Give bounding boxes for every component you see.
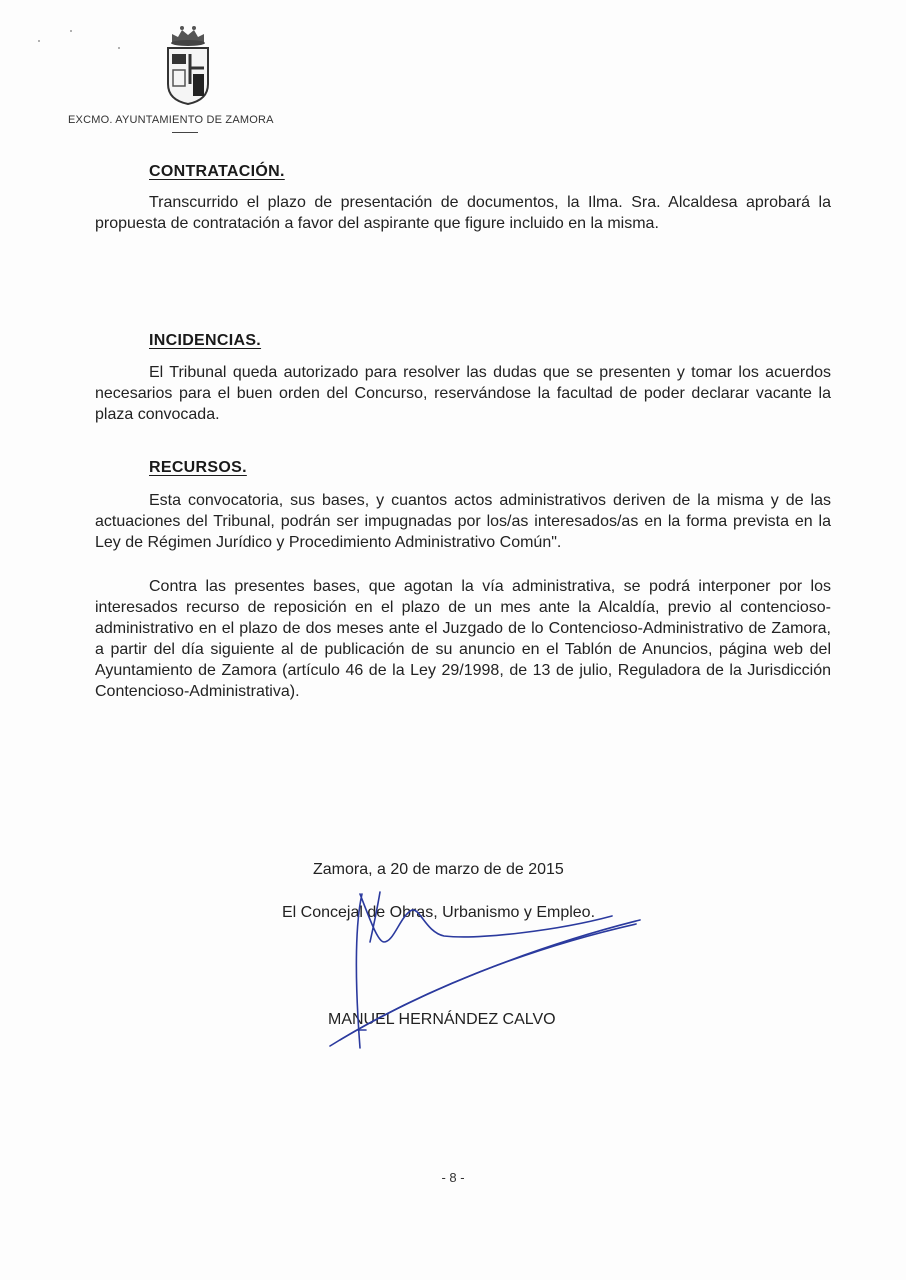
scan-speck: [118, 47, 120, 49]
heading-incidencias: INCIDENCIAS.: [149, 332, 262, 349]
place-date: Zamora, a 20 de marzo de de 2015: [313, 861, 564, 878]
paragraph-contratacion: Transcurrido el plazo de presentación de documentos, la Ilma. Sra. Alcaldesa aprobará la propuesta de contratación a favor del aspirante que figure incluido en la misma.: [95, 194, 831, 232]
heading-contratacion: CONTRATACIÓN.: [149, 163, 285, 180]
signer-position: El Concejal de Obras, Urbanismo y Empleo.: [282, 904, 596, 921]
signer-name: MANUEL HERNÁNDEZ CALVO: [328, 1011, 556, 1028]
page-number: - 8 -: [441, 1170, 465, 1185]
scan-speck: [70, 30, 72, 32]
paragraph-recursos-1: Esta convocatoria, sus bases, y cuantos actos administrativos deriven de la misma y de las actuaciones del Tribunal, podrán ser impugnadas por los/as interesados/as en la forma prevista en la Ley de Régimen Jurídico y Procedimiento Administrativo Común".: [95, 492, 831, 551]
organization-name: EXCMO. AYUNTAMIENTO DE ZAMORA: [68, 114, 274, 126]
scan-speck: [38, 40, 40, 42]
paragraph-recursos-2: Contra las presentes bases, que agotan la vía administrativa, se podrá interponer por los interesados recurso de reposición en el plazo de un mes ante la Alcaldía, previo al contencioso-administrativo en el plazo de dos meses ante el Juzgado de lo Contencioso-Administrativo de Zamora, a partir del día siguiente al de publicación de su anuncio en el Tablón de Anuncios, página web del Ayuntamiento de Zamora (artículo 46 de la Ley 29/1998, de 13 de julio, Reguladora de la Jurisdicción Contencioso-Administrativa).: [95, 578, 831, 700]
paragraph-incidencias: El Tribunal queda autorizado para resolver las dudas que se presenten y tomar los acuerdos necesarios para el buen orden del Concurso, reservándose la facultad de poder declarar vacante la plaza convocada.: [95, 364, 831, 423]
organization-rule: [172, 132, 198, 133]
coat-of-arms-icon: [163, 24, 213, 106]
heading-recursos: RECURSOS.: [149, 459, 247, 476]
